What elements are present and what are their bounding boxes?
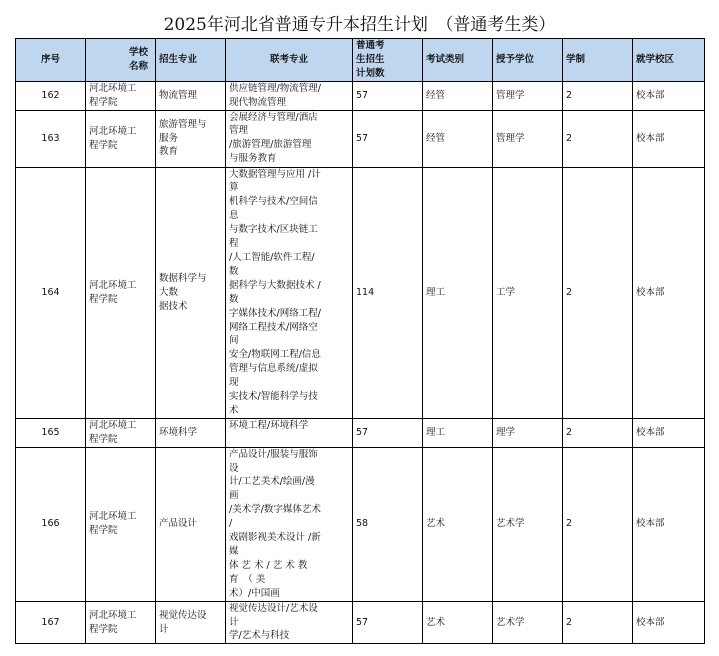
cell-count: 58: [353, 447, 423, 601]
cell-joint-line: 设: [229, 462, 239, 474]
cell-school-line: 程学院: [89, 96, 118, 108]
cell-joint-line: /美术学/数字媒体艺术: [229, 504, 321, 516]
cell-major-line: 计: [159, 623, 169, 635]
cell-joint-line: 术）/中国画: [229, 587, 280, 599]
cell-major-line: 教育: [159, 146, 179, 158]
cell-school: [86, 447, 156, 601]
cell-major: [156, 447, 226, 601]
cell-joint-line: 网络工程技术/网络空: [229, 321, 318, 333]
cell-joint: [226, 110, 353, 167]
cell-joint-line: 环境工程/环境科学: [229, 419, 309, 431]
header-degree: 授予学位: [493, 39, 563, 82]
header-years: 学制: [563, 39, 633, 82]
cell-school-line: 河北环境工: [89, 82, 137, 94]
header-school-line1: 学校: [128, 46, 148, 58]
cell-joint-line: /: [229, 518, 233, 530]
cell-joint-line: 安全/物联网工程/信息: [229, 349, 321, 361]
cell-school-line: 河北环境工: [89, 609, 137, 621]
header-joint: 联考专业: [226, 39, 353, 82]
cell-campus: 校本部: [633, 601, 705, 644]
cell-joint-line: 视觉传达设计/艺术设: [229, 602, 318, 614]
cell-joint-line: 会展经济与管理/酒店: [229, 111, 318, 123]
cell-major: [156, 601, 226, 644]
header-exam: 考试类别: [423, 39, 493, 82]
cell-school: [86, 167, 156, 418]
cell-degree: 管理学: [493, 81, 563, 110]
cell-count: 57: [353, 418, 423, 447]
cell-joint-line: 间: [229, 335, 239, 347]
cell-degree: 工学: [493, 167, 563, 418]
cell-joint: [226, 167, 353, 418]
cell-school-line: 程学院: [89, 525, 118, 537]
cell-seq: 164: [16, 167, 86, 418]
cell-joint-line: 息: [229, 210, 239, 222]
cell-school-line: 河北环境工: [89, 279, 137, 291]
header-school-line2: 名称: [128, 60, 148, 72]
cell-years: 2: [563, 447, 633, 601]
table-row: [16, 167, 705, 418]
cell-years: 2: [563, 81, 633, 110]
cell-years: 2: [563, 110, 633, 167]
cell-joint-line: 据科学与大数据技术 /: [229, 279, 321, 291]
cell-joint: [226, 447, 353, 601]
cell-years: 2: [563, 167, 633, 418]
cell-joint-line: 算: [229, 182, 239, 194]
cell-major-line: 大数: [159, 286, 179, 298]
cell-exam: 经管: [423, 81, 493, 110]
cell-exam: 艺术: [423, 447, 493, 601]
table-row: [16, 418, 705, 447]
cell-joint-line: 戏剧影视美术设计 /新: [229, 532, 321, 544]
cell-major-line: 视觉传达设: [159, 609, 207, 621]
cell-seq: 166: [16, 447, 86, 601]
admission-plan-table: [15, 38, 705, 644]
cell-joint-line: 育 （ 美: [229, 573, 266, 585]
cell-school: [86, 81, 156, 110]
cell-years: 2: [563, 601, 633, 644]
header-major: 招生专业: [156, 39, 226, 82]
cell-major: [156, 110, 226, 167]
cell-joint-line: 机科学与技术/空间信: [229, 196, 318, 208]
cell-joint-line: 媒: [229, 546, 239, 557]
cell-seq: 165: [16, 418, 86, 447]
cell-count: 57: [353, 601, 423, 644]
cell-joint-line: 术: [229, 404, 239, 416]
cell-exam: 经管: [423, 110, 493, 167]
cell-major-line: 数据科学与: [159, 272, 207, 284]
cell-joint-line: 数: [229, 293, 239, 305]
cell-count: 57: [353, 81, 423, 110]
cell-campus: 校本部: [633, 110, 705, 167]
header-plan-line2: 生招生: [356, 53, 385, 65]
cell-joint-line: 画: [229, 490, 239, 502]
cell-major: [156, 418, 226, 447]
cell-exam: 理工: [423, 167, 493, 418]
cell-joint-line: 学/艺术与科技: [229, 630, 290, 642]
cell-joint-line: 管理: [229, 125, 249, 137]
cell-major: [156, 81, 226, 110]
cell-school-line: 河北环境工: [89, 511, 137, 523]
cell-joint: [226, 81, 353, 110]
table-row: [16, 110, 705, 167]
header-plan: [353, 39, 423, 82]
header-plan-line3: 计划数: [356, 67, 385, 79]
cell-seq: 163: [16, 110, 86, 167]
cell-major-line: 产品设计: [159, 518, 198, 530]
cell-count: 114: [353, 167, 423, 418]
table-row: [16, 447, 705, 601]
cell-count: 57: [353, 110, 423, 167]
cell-school-line: 程学院: [89, 623, 118, 635]
cell-joint-line: 实技术/智能科学与技: [229, 391, 318, 403]
cell-school-line: 程学院: [89, 293, 118, 305]
cell-joint-line: 现: [229, 377, 239, 389]
cell-campus: 校本部: [633, 447, 705, 601]
cell-major-line: 环境科学: [159, 426, 198, 438]
cell-degree: 艺术学: [493, 447, 563, 601]
cell-joint-line: 管理与信息系统/虚拟: [229, 363, 318, 375]
header-school: [86, 39, 156, 82]
cell-joint-line: 产品设计/服装与服饰: [229, 448, 318, 460]
table-header-row: [16, 39, 705, 82]
cell-joint-line: /旅游管理/旅游管理: [229, 139, 312, 151]
header-seq: 序号: [16, 39, 86, 82]
table-row: [16, 601, 705, 644]
cell-joint-line: 字媒体技术/网络工程/: [229, 307, 321, 319]
header-campus: 就学校区: [633, 39, 705, 82]
cell-school-line: 程学院: [89, 433, 118, 445]
table-body: [16, 81, 705, 644]
page-title: 2025年河北省普通专升本招生计划 （普通考生类）: [163, 15, 556, 35]
cell-degree: 管理学: [493, 110, 563, 167]
cell-school: [86, 601, 156, 644]
cell-school: [86, 418, 156, 447]
cell-degree: 理学: [493, 418, 563, 447]
cell-joint-line: 现代物流管理: [229, 96, 287, 108]
cell-joint: [226, 418, 353, 447]
cell-major-line: 旅游管理与: [159, 118, 207, 130]
cell-joint: [226, 601, 353, 644]
cell-joint-line: 供应链管理/物流管理/: [229, 82, 321, 94]
cell-joint-line: 体 艺 术 / 艺 术 教: [229, 559, 308, 571]
cell-major-line: 物流管理: [159, 89, 198, 101]
table-row: [16, 81, 705, 110]
cell-joint-line: 与数字技术/区块链工: [229, 224, 318, 236]
cell-school-line: 程学院: [89, 139, 118, 151]
cell-campus: 校本部: [633, 418, 705, 447]
cell-campus: 校本部: [633, 81, 705, 110]
cell-joint-line: 计/工艺美术/绘画/漫: [229, 476, 315, 488]
cell-major-line: 据技术: [159, 300, 188, 312]
cell-school-line: 河北环境工: [89, 125, 137, 137]
cell-school: [86, 110, 156, 167]
cell-seq: 167: [16, 601, 86, 644]
cell-joint-line: 程: [229, 238, 239, 250]
cell-campus: 校本部: [633, 167, 705, 418]
cell-exam: 理工: [423, 418, 493, 447]
cell-seq: 162: [16, 81, 86, 110]
cell-joint-line: 大数据管理与应用 /计: [229, 168, 321, 180]
cell-school-line: 河北环境工: [89, 419, 137, 431]
cell-years: 2: [563, 418, 633, 447]
cell-major-line: 服务: [159, 132, 179, 144]
cell-joint-line: 数: [229, 265, 239, 277]
cell-major: [156, 167, 226, 418]
cell-exam: 艺术: [423, 601, 493, 644]
cell-joint-line: 与服务教育: [229, 153, 277, 165]
cell-joint-line: 计: [229, 616, 239, 628]
header-plan-line1: 普通考: [356, 40, 385, 51]
cell-degree: 艺术学: [493, 601, 563, 644]
cell-joint-line: /人工智能/软件工程/: [229, 251, 315, 263]
